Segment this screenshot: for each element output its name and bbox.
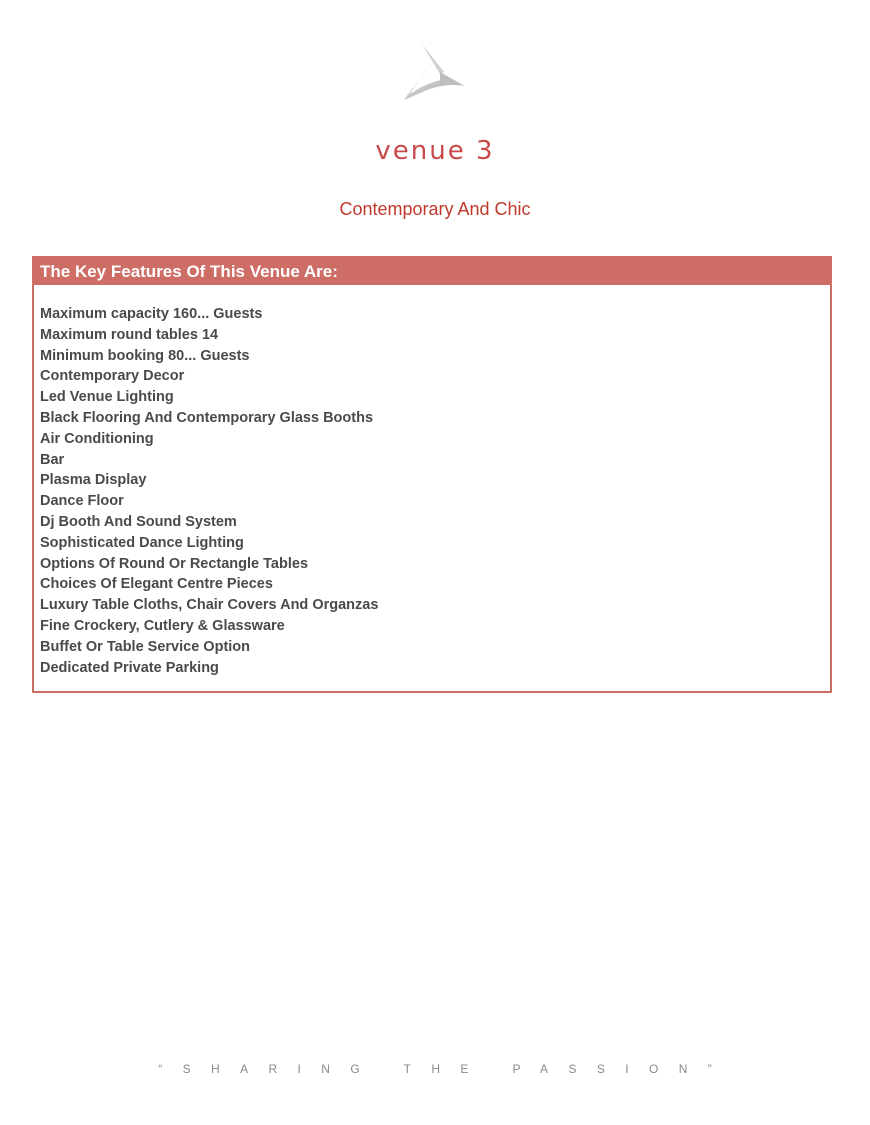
venue-subtitle: Contemporary And Chic [339, 199, 531, 219]
feature-item: Dedicated Private Parking [40, 659, 219, 676]
feature-item: Choices Of Elegant Centre Pieces [40, 576, 273, 593]
feature-item: Sophisticated Dance Lighting [40, 534, 244, 551]
triangle-swoosh-logo-icon [400, 42, 468, 104]
key-features-list [34, 285, 830, 678]
footer-tagline: “SHARING THE PASSION” [158, 1062, 733, 1076]
feature-item: Options Of Round Or Rectangle Tables [40, 555, 309, 572]
feature-item: Maximum capacity 160... Guests [40, 306, 263, 322]
feature-item: Dance Floor [40, 493, 124, 510]
feature-item: Dj Booth And Sound System [40, 513, 237, 530]
feature-item: Plasma Display [40, 472, 147, 489]
feature-item: Black Flooring And Contemporary Glass Booths [40, 409, 374, 426]
feature-item: Bar [40, 451, 65, 468]
venue-title: venue 3 [375, 136, 495, 166]
feature-item: Air Conditioning [40, 430, 154, 447]
feature-item: Maximum round tables 14 [40, 326, 219, 343]
feature-item: Minimum booking 80... Guests [40, 347, 250, 364]
feature-item: Luxury Table Cloths, Chair Covers And Organzas [40, 597, 379, 614]
key-features-box [32, 256, 832, 693]
feature-item: Buffet Or Table Service Option [40, 638, 251, 655]
key-features-heading: The Key Features Of This Venue Are: [34, 258, 830, 285]
feature-item: Fine Crockery, Cutlery & Glassware [40, 617, 285, 634]
feature-item: Led Venue Lighting [40, 389, 174, 406]
feature-item: Contemporary Decor [40, 368, 185, 385]
